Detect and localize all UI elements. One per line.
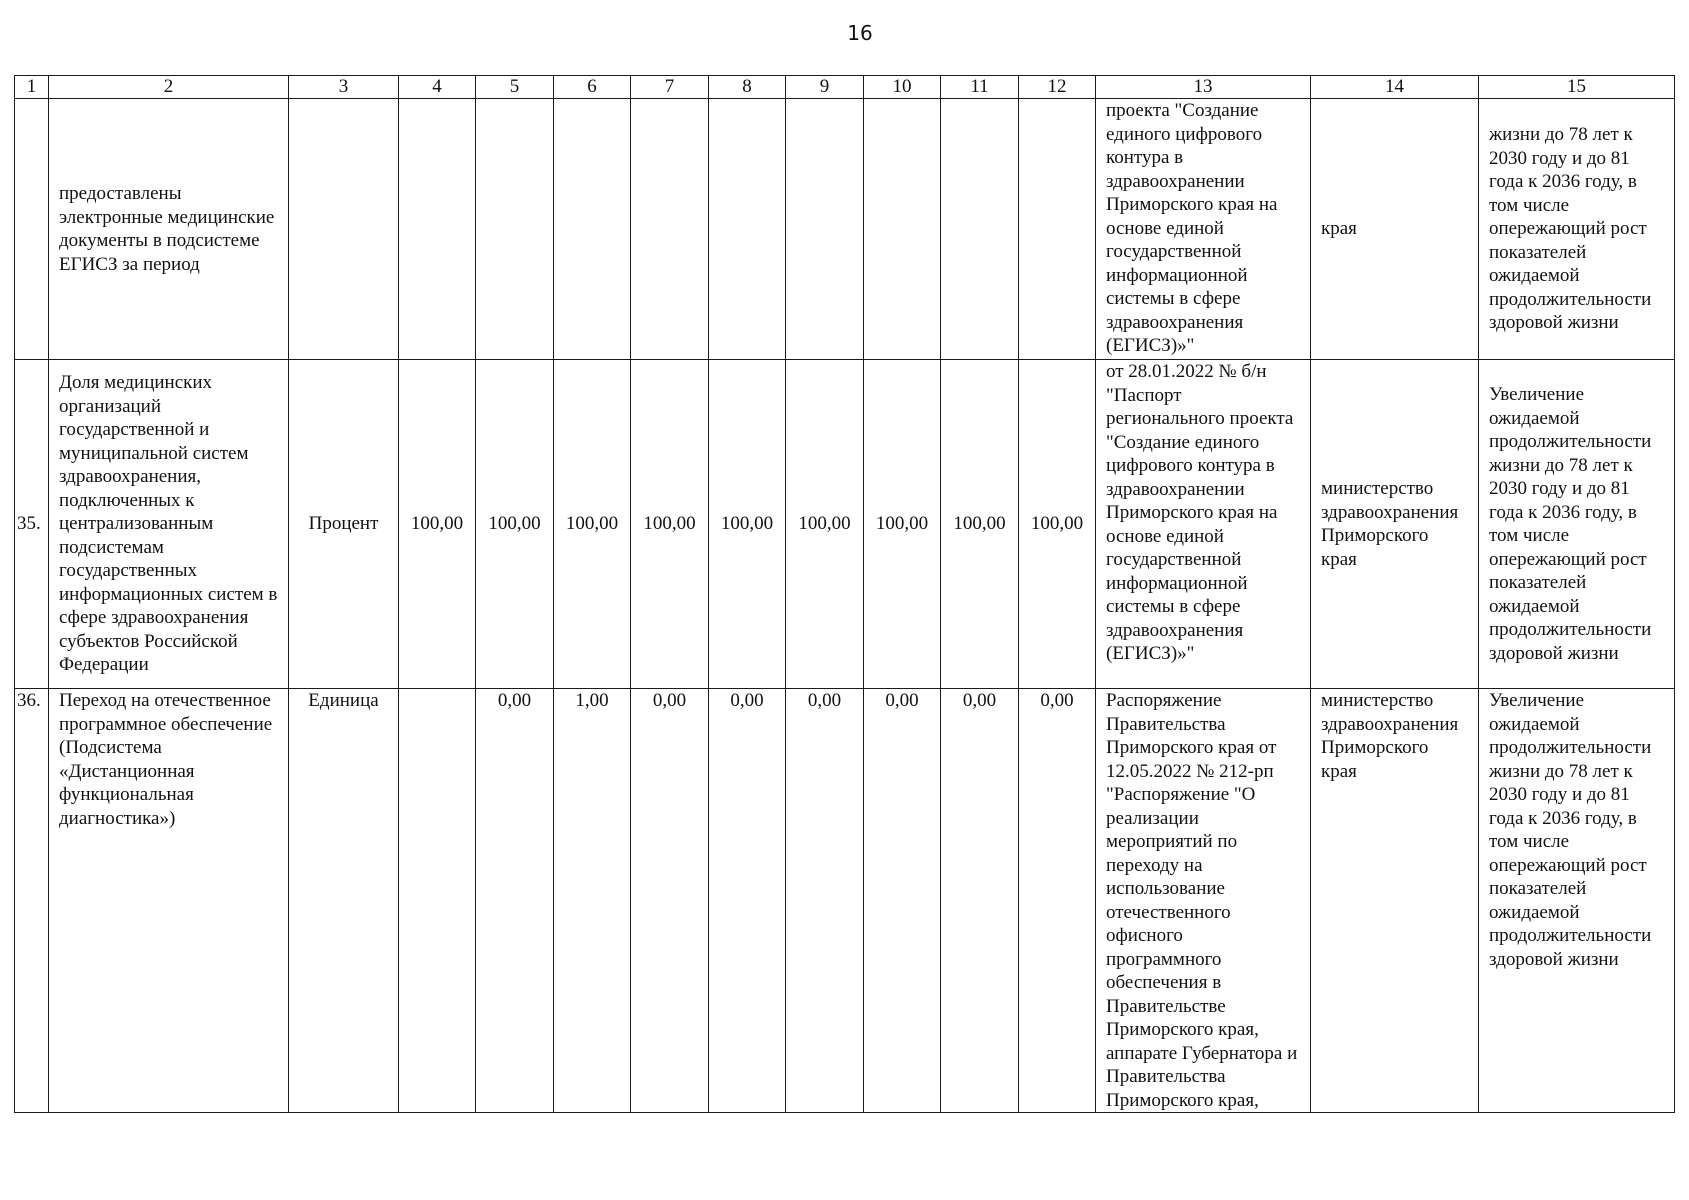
value-col-9	[786, 99, 864, 360]
indicators-table	[14, 75, 1675, 1113]
column-number: 14	[1311, 76, 1479, 99]
value-col-12: 0,00	[1019, 689, 1096, 1113]
value-col-8	[709, 99, 786, 360]
page-number: 16	[847, 21, 873, 45]
value-col-12	[1019, 99, 1096, 360]
value-col-8: 100,00	[709, 360, 786, 689]
value-col-10: 100,00	[864, 360, 941, 689]
column-number: 4	[399, 76, 476, 99]
value-col-10: 0,00	[864, 689, 941, 1113]
national-goal: Увеличение ожидаемой продолжительности жизни до 78 лет к 2030 году и до 81 года к 2036 году, в том числе опережающий рост показателей ожидаемой продолжительности здоровой жизни	[1479, 689, 1675, 1113]
national-goal: жизни до 78 лет к 2030 году и до 81 года к 2036 году, в том числе опережающий рост показателей ожидаемой продолжительности здоровой жизни	[1479, 99, 1675, 360]
value-col-12: 100,00	[1019, 360, 1096, 689]
column-number: 9	[786, 76, 864, 99]
value-col-7: 100,00	[631, 360, 709, 689]
value-col-4	[399, 99, 476, 360]
column-number-header-row	[15, 76, 1675, 99]
indicator-name: Доля медицинских организаций государственной и муниципальной систем здравоохранения, подключенных к централизованным подсистемам государственных информационных систем в сфере здравоохранения субъектов Российской Федерации	[49, 360, 289, 689]
value-col-11	[941, 99, 1019, 360]
column-number: 15	[1479, 76, 1675, 99]
value-col-7	[631, 99, 709, 360]
row-number: 35.	[15, 360, 49, 689]
regulatory-document: проекта "Создание единого цифрового контура в здравоохранении Приморского края на основе единой государственной информационной системы в сфере здравоохранения (ЕГИСЗ)»"	[1096, 99, 1311, 360]
unit: Единица	[289, 689, 399, 1113]
table-row	[15, 689, 1675, 1113]
value-col-9: 100,00	[786, 360, 864, 689]
value-col-11: 100,00	[941, 360, 1019, 689]
column-number: 5	[476, 76, 554, 99]
value-col-4	[399, 689, 476, 1113]
column-number: 8	[709, 76, 786, 99]
responsible-body: края	[1311, 99, 1479, 360]
value-col-6: 100,00	[554, 360, 631, 689]
national-goal: Увеличение ожидаемой продолжительности жизни до 78 лет к 2030 году и до 81 года к 2036 году, в том числе опережающий рост показателей ожидаемой продолжительности здоровой жизни	[1479, 360, 1675, 689]
row-number	[15, 99, 49, 360]
column-number: 7	[631, 76, 709, 99]
value-col-6	[554, 99, 631, 360]
regulatory-document: Распоряжение Правительства Приморского края от 12.05.2022 № 212-рп "Распоряжение "О реализации мероприятий по переходу на использование отечественного офисного программного обеспечения в Правительстве Приморского края, аппарате Губернатора и Правительства Приморского края,	[1096, 689, 1311, 1113]
column-number: 13	[1096, 76, 1311, 99]
value-col-5: 100,00	[476, 360, 554, 689]
unit	[289, 99, 399, 360]
value-col-5: 0,00	[476, 689, 554, 1113]
table-row	[15, 360, 1675, 689]
value-col-7: 0,00	[631, 689, 709, 1113]
column-number: 1	[15, 76, 49, 99]
column-number: 6	[554, 76, 631, 99]
column-number: 11	[941, 76, 1019, 99]
indicator-name: Переход на отечественное программное обеспечение (Подсистема «Дистанционная функциональная диагностика»)	[49, 689, 289, 1113]
value-col-5	[476, 99, 554, 360]
unit: Процент	[289, 360, 399, 689]
column-number: 3	[289, 76, 399, 99]
table-row	[15, 99, 1675, 360]
responsible-body: министерство здравоохранения Приморского края	[1311, 689, 1479, 1113]
value-col-8: 0,00	[709, 689, 786, 1113]
value-col-6: 1,00	[554, 689, 631, 1113]
value-col-11: 0,00	[941, 689, 1019, 1113]
column-number: 2	[49, 76, 289, 99]
responsible-body: министерство здравоохранения Приморского края	[1311, 360, 1479, 689]
value-col-10	[864, 99, 941, 360]
row-number: 36.	[15, 689, 49, 1113]
column-number: 12	[1019, 76, 1096, 99]
value-col-4: 100,00	[399, 360, 476, 689]
indicator-name: предоставлены электронные медицинские документы в подсистеме ЕГИСЗ за период	[49, 99, 289, 360]
column-number: 10	[864, 76, 941, 99]
value-col-9: 0,00	[786, 689, 864, 1113]
regulatory-document: от 28.01.2022 № б/н "Паспорт регионального проекта "Создание единого цифрового контура в здравоохранении Приморского края на основе единой государственной информационной системы в сфере здравоохранения (ЕГИСЗ)»"	[1096, 360, 1311, 689]
